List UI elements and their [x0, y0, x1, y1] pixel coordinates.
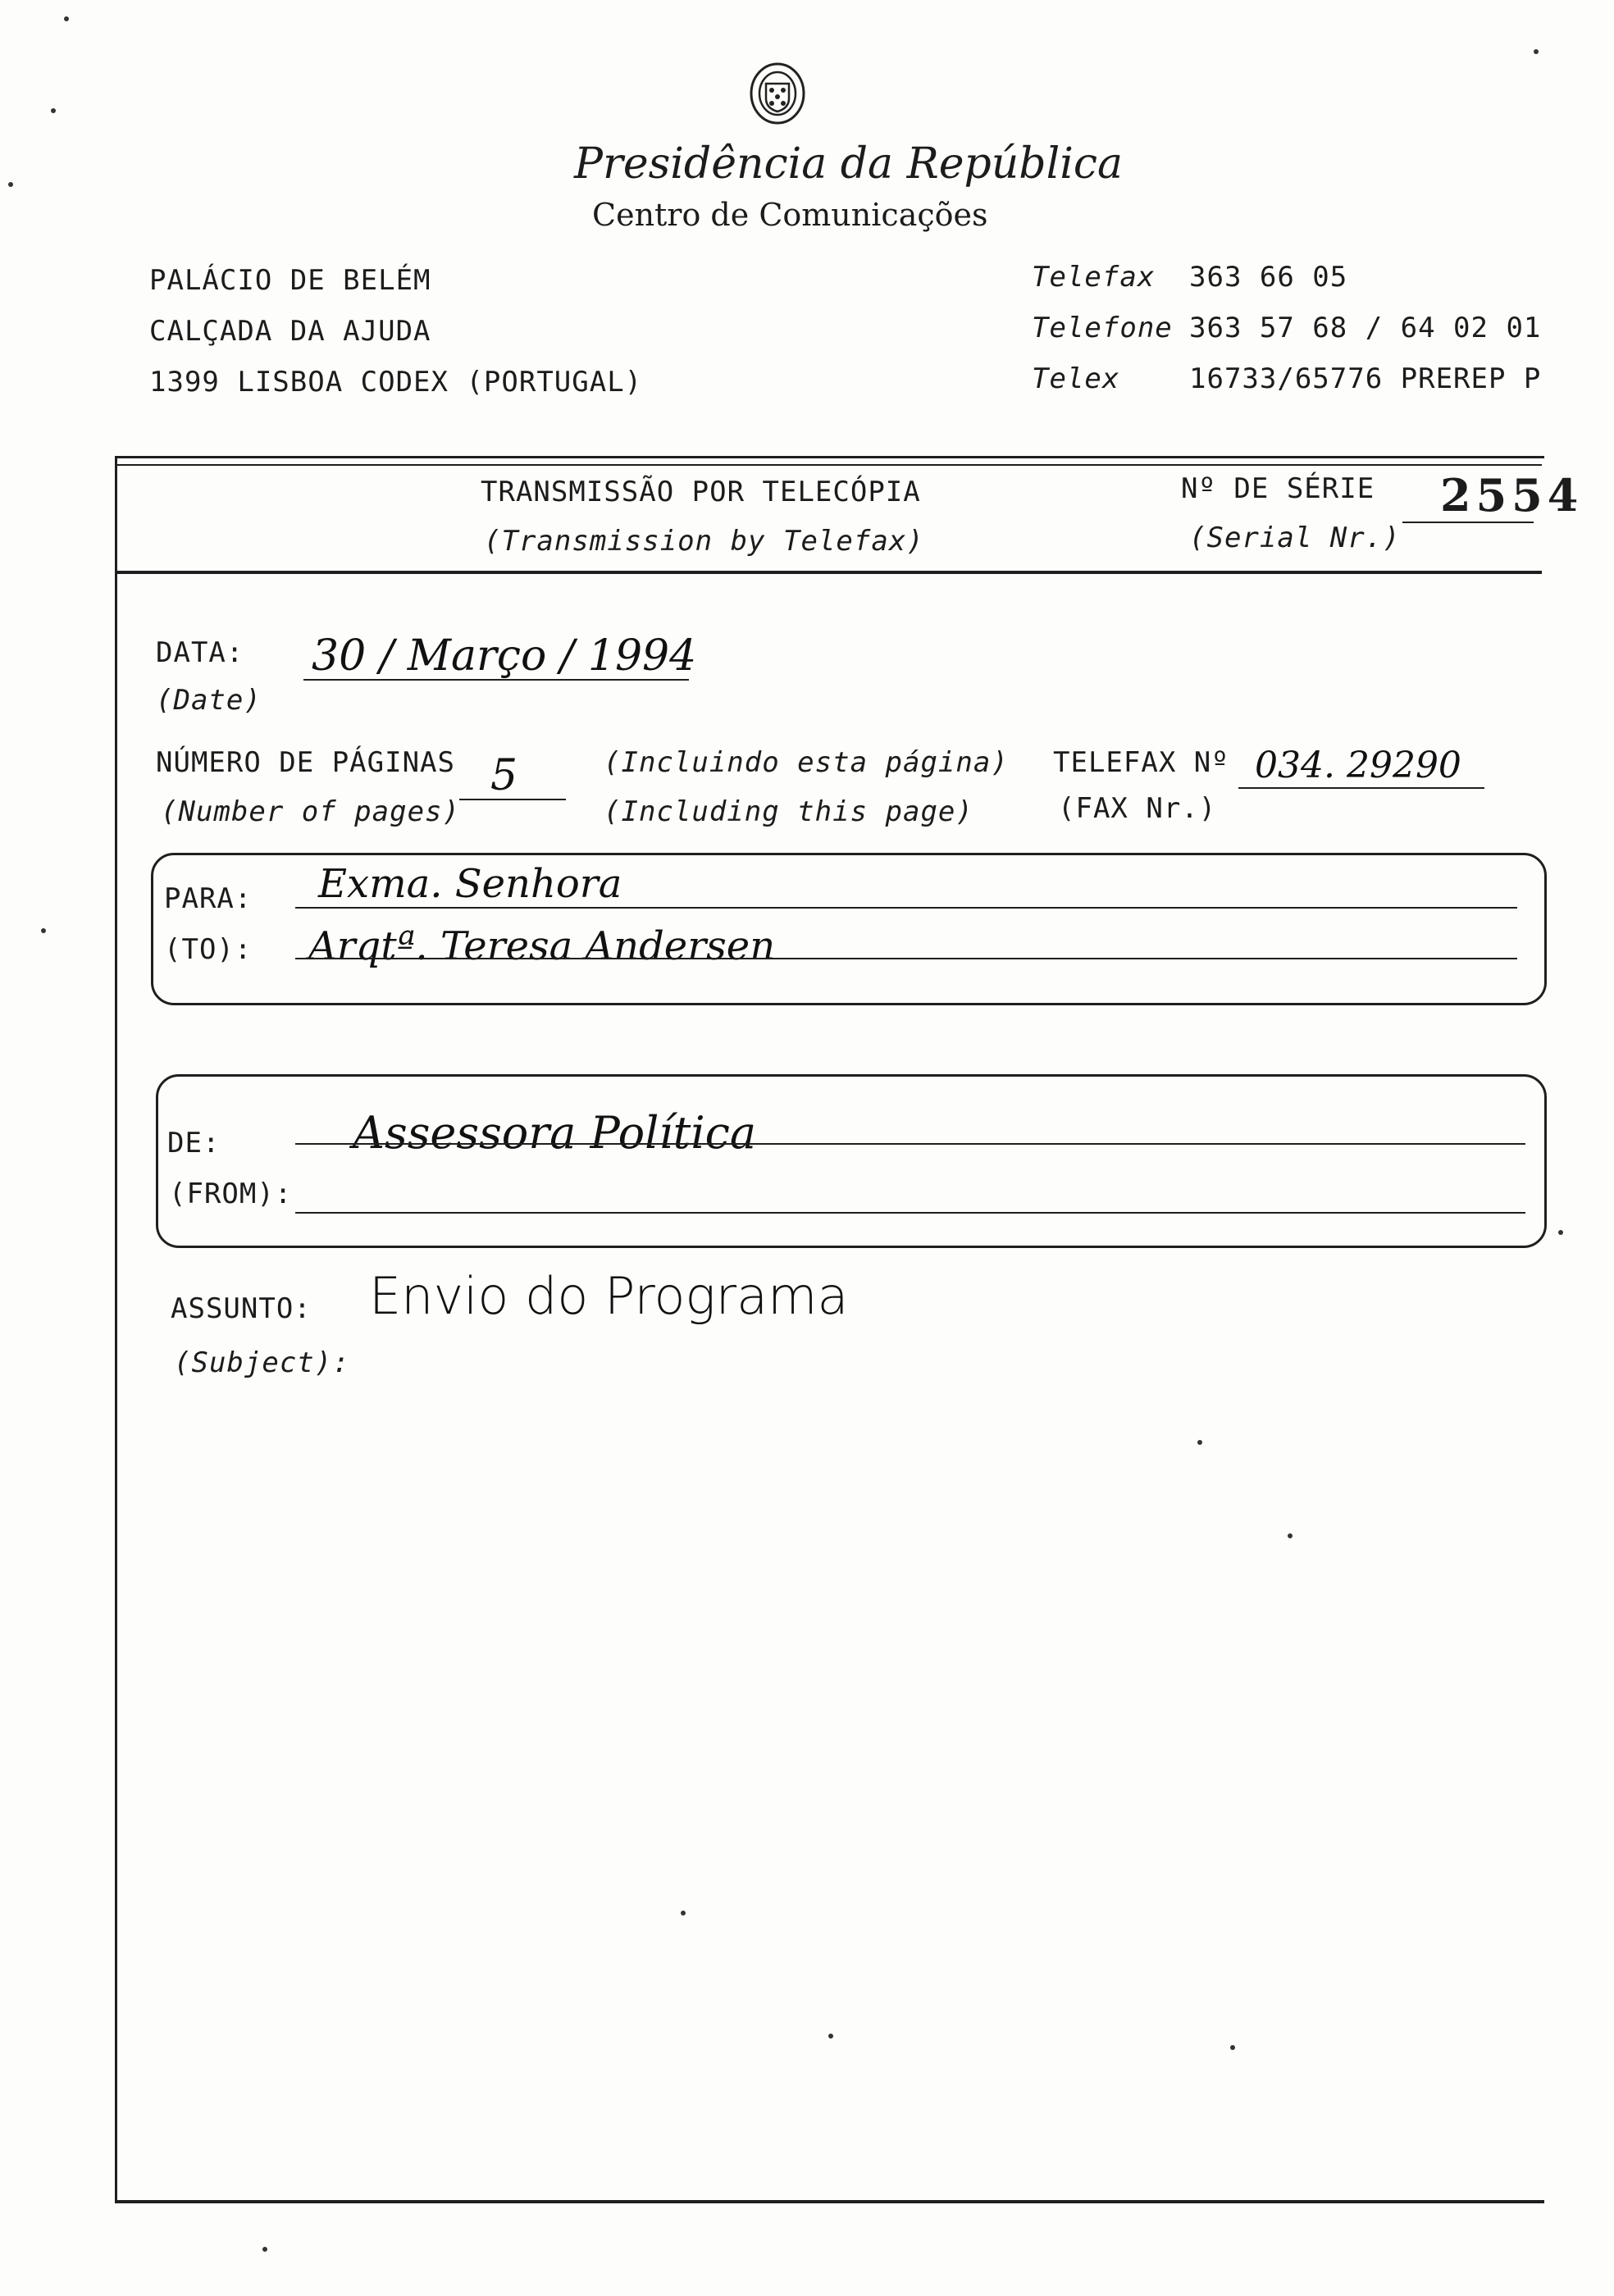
- pages-note-en: (Including this page): [604, 795, 973, 828]
- letterhead-subtitle: Centro de Comunicações: [592, 197, 988, 233]
- pages-note: (Incluindo esta página): [604, 746, 1009, 779]
- frame-top-double: [115, 464, 1542, 466]
- date-value: 30 / Março / 1994: [312, 631, 697, 681]
- scan-speck: [1558, 1230, 1563, 1235]
- scan-speck: [41, 928, 46, 933]
- scan-speck: [1288, 1533, 1293, 1538]
- to-line-1: Exma. Senhora: [318, 861, 622, 907]
- serial-label-en: (Serial Nr.): [1189, 522, 1401, 554]
- address-line-2: CALÇADA DA AJUDA: [149, 315, 431, 348]
- pages-label: NÚMERO DE PÁGINAS: [156, 746, 455, 779]
- serial-underline: [1402, 522, 1534, 523]
- scan-speck: [64, 16, 69, 21]
- scan-speck: [51, 108, 56, 113]
- telefone-label: Telefone: [1032, 312, 1173, 344]
- fax-underline: [1238, 787, 1484, 789]
- scan-speck: [681, 1911, 686, 1916]
- serial-number: 2554: [1440, 469, 1584, 522]
- scan-speck: [8, 182, 13, 187]
- telex-value: 16733/65776 PREREP P: [1189, 362, 1542, 395]
- to-line-2: Arqtª. Teresa Andersen: [308, 923, 776, 969]
- to-label: PARA:: [164, 882, 253, 915]
- scan-speck: [1197, 1440, 1202, 1445]
- date-label-en: (Date): [156, 684, 262, 717]
- fax-value: 034. 29290: [1255, 745, 1461, 786]
- from-box: [156, 1074, 1547, 1248]
- date-underline: [303, 679, 689, 681]
- banner-bottom-rule: [115, 571, 1542, 574]
- address-line-3: 1399 LISBOA CODEX (PORTUGAL): [149, 366, 643, 399]
- letterhead-title: Presidência da República: [574, 139, 1123, 189]
- telefax-label: Telefax: [1032, 261, 1156, 294]
- date-label: DATA:: [156, 636, 244, 669]
- pages-label-en: (Number of pages): [161, 795, 460, 828]
- scan-speck: [1230, 2045, 1235, 2050]
- subject-value: Envio do Programa: [369, 1266, 849, 1326]
- banner-title: TRANSMISSÃO POR TELECÓPIA: [481, 476, 921, 508]
- to-underline-2: [295, 958, 1517, 959]
- to-underline-1: [295, 907, 1517, 909]
- fax-label-en: (FAX Nr.): [1058, 792, 1217, 825]
- scan-speck: [262, 2247, 267, 2252]
- subject-label-en: (Subject):: [174, 1346, 350, 1379]
- scan-speck: [828, 2034, 833, 2039]
- to-label-en: (TO):: [164, 933, 253, 966]
- from-label: DE:: [167, 1127, 221, 1159]
- address-line-1: PALÁCIO DE BELÉM: [149, 264, 431, 297]
- from-label-en: (FROM):: [169, 1178, 293, 1210]
- subject-label: ASSUNTO:: [171, 1292, 312, 1325]
- pages-value: 5: [490, 751, 518, 800]
- republic-emblem-icon: [746, 59, 809, 128]
- serial-label: Nº DE SÉRIE: [1181, 472, 1375, 505]
- banner-title-en: (Transmission by Telefax): [484, 525, 924, 558]
- from-underline-2: [295, 1212, 1525, 1214]
- scan-speck: [1534, 49, 1539, 54]
- from-underline-1: [295, 1143, 1525, 1145]
- pages-underline: [459, 799, 566, 800]
- fax-label: TELEFAX Nº: [1053, 746, 1229, 779]
- telefax-value: 363 66 05: [1189, 261, 1348, 294]
- telex-label: Telex: [1032, 362, 1120, 395]
- telefone-value: 363 57 68 / 64 02 01: [1189, 312, 1542, 344]
- from-line-1: Assessora Política: [353, 1107, 757, 1159]
- form-frame: [115, 456, 1544, 2203]
